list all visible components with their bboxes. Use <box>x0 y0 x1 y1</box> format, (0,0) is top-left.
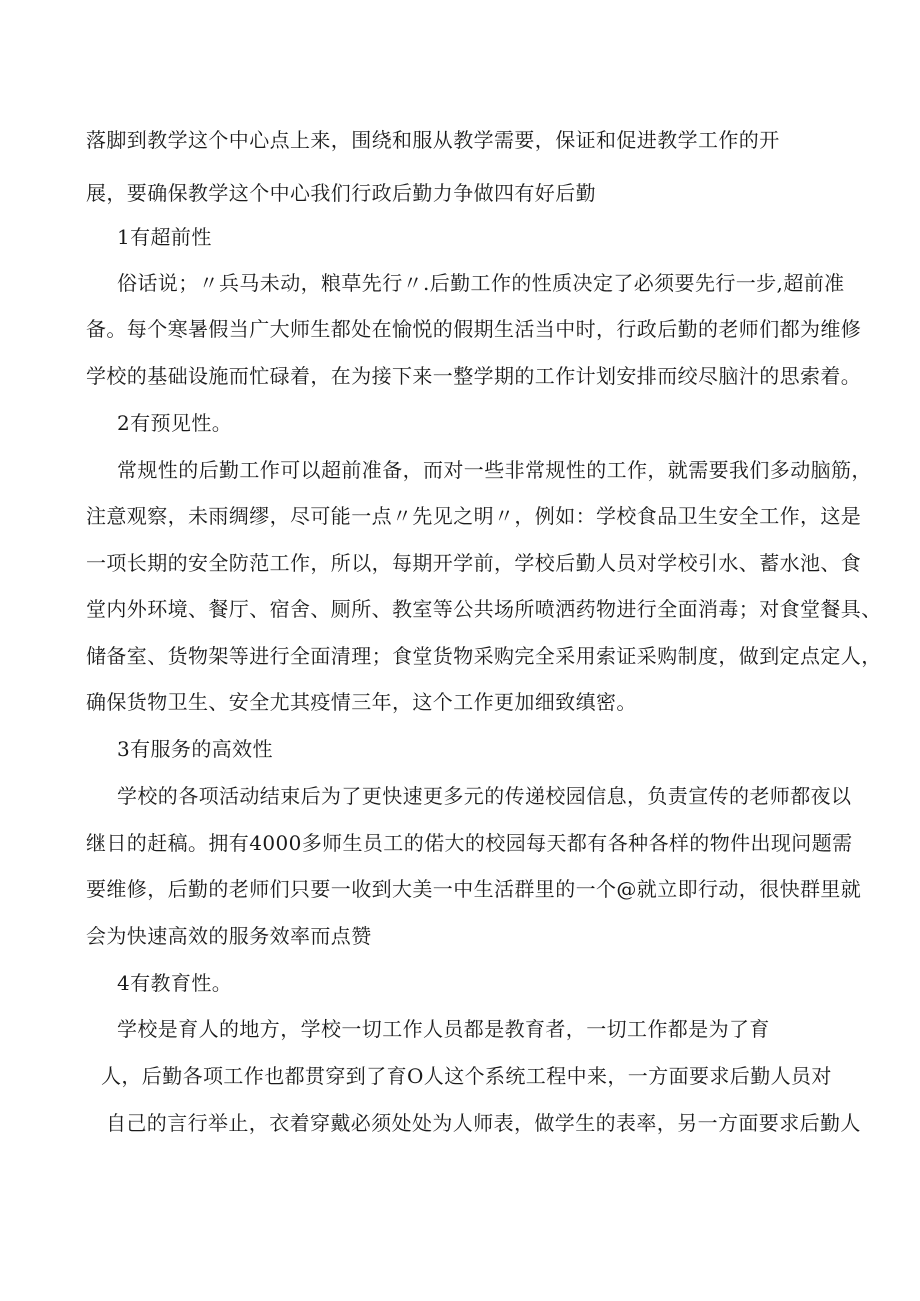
body-text-line: 落脚到教学这个中心点上来，围绕和服从教学需要，保证和促进教学工作的开 <box>86 128 780 152</box>
body-text-line: 堂内外环境、餐厅、宿舍、厕所、教室等公共场所喷洒药物进行全面消毒；对食堂餐具、 <box>86 597 882 621</box>
body-text-line: 要维修，后勤的老师们只要一收到大美一中生活群里的一个@就立即行动，很快群里就 <box>86 877 862 901</box>
body-text-line: 确保货物卫生、安全尤其疫情三年，这个工作更加细致缜密。 <box>86 690 637 714</box>
body-text-line: 会为快速高效的服务效率而点赞 <box>86 924 372 948</box>
body-text-line: 备。每个寒暑假当广大师生都处在愉悦的假期生活当中时，行政后勤的老师们都为维修 <box>86 317 862 341</box>
body-text-line: 自己的言行举止，衣着穿戴必须处处为人师表，做学生的表率，另一方面要求后勤人 <box>106 1111 861 1135</box>
body-text-line: 学校的各项活动结束后为了更快速更多元的传递校园信息，负责宣传的老师都夜以 <box>117 784 852 808</box>
section-heading: 2有预见性。 <box>117 411 233 435</box>
section-heading: 1有超前性 <box>117 225 212 249</box>
body-text-line: 展，要确保教学这个中心我们行政后勤力争做四有好后勤 <box>86 181 596 205</box>
section-heading: 4有教育性。 <box>117 971 233 995</box>
body-text-line: 一项长期的安全防范工作，所以，每期开学前，学校后勤人员对学校引水、蓄水池、食 <box>86 551 862 575</box>
body-text-line: 俗话说；〃兵马未动，粮草先行〃.后勤工作的性质决定了必须要先行一步,超前准 <box>117 271 845 295</box>
body-text-line: 学校是育人的地方，学校一切工作人员都是教育者，一切工作都是为了育 <box>117 1017 770 1041</box>
body-text-line: 学校的基础设施而忙碌着，在为接下来一整学期的工作计划安排而绞尽脑汁的思索着。 <box>86 364 862 388</box>
body-text-line: 储备室、货物架等进行全面清理；食堂货物采购完全采用索证采购制度，做到定点定人， <box>86 644 882 668</box>
body-text-line: 继日的赶稿。拥有4000多师生员工的偌大的校园每天都有各种各样的物件出现问题需 <box>86 831 853 855</box>
body-text-line: 人，后勤各项工作也都贯穿到了育O人这个系统工程中来，一方面要求后勤人员对 <box>101 1064 832 1088</box>
body-text-line: 注意观察，未雨绸缪，尽可能一点〃先见之明〃，例如：学校食品卫生安全工作，这是 <box>86 504 862 528</box>
body-text-line: 常规性的后勤工作可以超前准备，而对一些非常规性的工作，就需要我们多动脑筋， <box>117 458 872 482</box>
section-heading: 3有服务的高效性 <box>117 737 273 761</box>
